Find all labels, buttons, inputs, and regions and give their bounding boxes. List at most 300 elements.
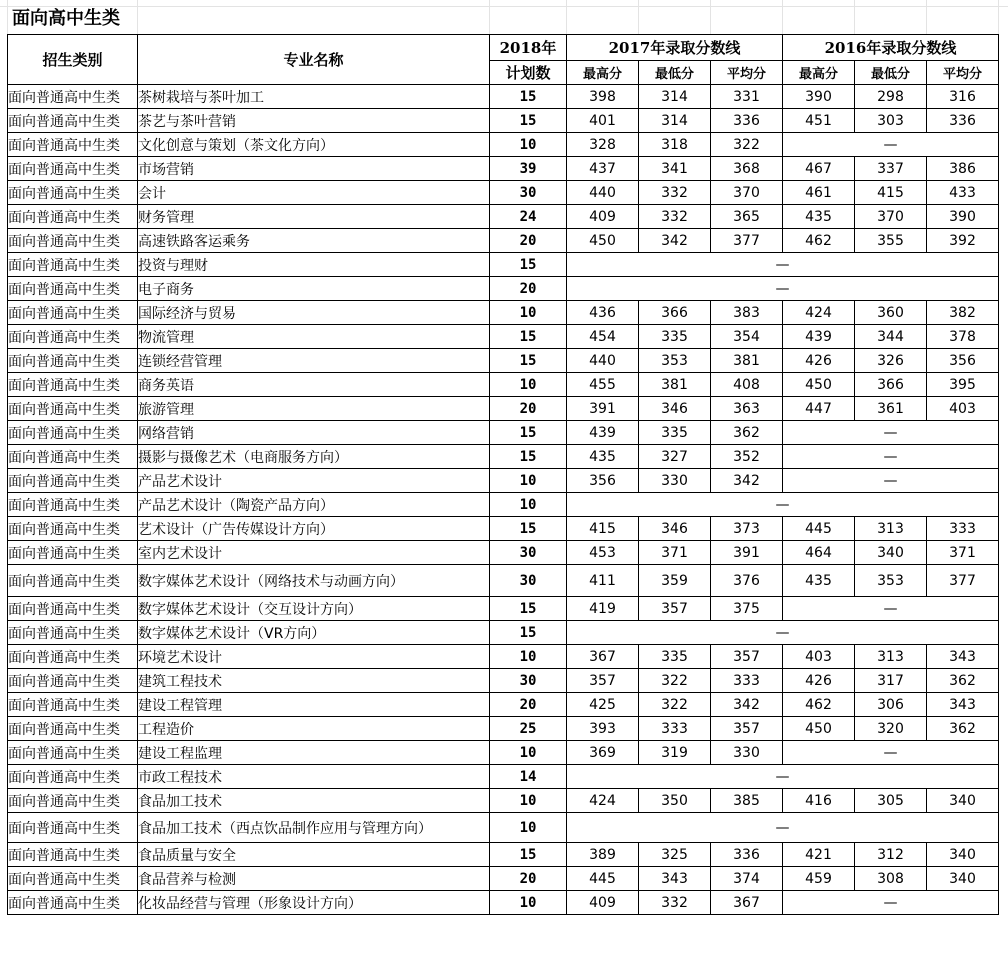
score-2017-max: 415 — [567, 517, 639, 541]
score-2017-avg: 342 — [711, 693, 783, 717]
score-2016-min: 317 — [855, 669, 927, 693]
score-2017-avg: 370 — [711, 181, 783, 205]
score-2016-max: 462 — [783, 229, 855, 253]
table-row — [8, 717, 999, 741]
score-2016-avg: 333 — [927, 517, 999, 541]
header-2017-avg: 平均分 — [711, 61, 783, 85]
category-cell: 面向普通高中生类 — [8, 669, 138, 693]
table-row — [8, 229, 999, 253]
score-2017-avg: 336 — [711, 109, 783, 133]
table-row — [8, 669, 999, 693]
category-cell: 面向普通高中生类 — [8, 717, 138, 741]
score-2017-max: 436 — [567, 301, 639, 325]
category-cell: 面向普通高中生类 — [8, 693, 138, 717]
score-2016-avg: 340 — [927, 867, 999, 891]
score-2017-min: 325 — [639, 843, 711, 867]
score-2016-max: 445 — [783, 517, 855, 541]
score-2017-min: 357 — [639, 597, 711, 621]
category-cell: 面向普通高中生类 — [8, 133, 138, 157]
score-2016-max: 461 — [783, 181, 855, 205]
score-2016-min: 344 — [855, 325, 927, 349]
score-2017-max: 445 — [567, 867, 639, 891]
category-cell: 面向普通高中生类 — [8, 621, 138, 645]
score-2017-avg: 373 — [711, 517, 783, 541]
category-cell: 面向普通高中生类 — [8, 765, 138, 789]
score-2017-avg: 336 — [711, 843, 783, 867]
score-2017-max: 367 — [567, 645, 639, 669]
score-2017-min: 343 — [639, 867, 711, 891]
no-data-2016-cell: — — [783, 133, 999, 157]
score-2016-min: 361 — [855, 397, 927, 421]
score-2017-max: 455 — [567, 373, 639, 397]
score-2017-min: 314 — [639, 109, 711, 133]
score-2017-min: 350 — [639, 789, 711, 813]
major-cell: 旅游管理 — [138, 397, 490, 421]
major-cell: 文化创意与策划（茶文化方向） — [138, 133, 490, 157]
score-2016-max: 421 — [783, 843, 855, 867]
score-2017-max: 401 — [567, 109, 639, 133]
header-major: 专业名称 — [138, 35, 490, 85]
header-plan-year: 2018年 — [490, 35, 567, 61]
score-2017-min: 322 — [639, 693, 711, 717]
table-row — [8, 765, 999, 789]
score-2017-max: 391 — [567, 397, 639, 421]
score-2017-avg: 362 — [711, 421, 783, 445]
score-2016-avg: 392 — [927, 229, 999, 253]
plan-count-cell: 15 — [490, 621, 567, 645]
table-row — [8, 565, 999, 597]
score-2017-avg: 383 — [711, 301, 783, 325]
score-2016-min: 326 — [855, 349, 927, 373]
score-2016-max: 450 — [783, 373, 855, 397]
major-cell: 食品营养与检测 — [138, 867, 490, 891]
no-data-2016-cell: — — [783, 741, 999, 765]
score-2017-avg: 331 — [711, 85, 783, 109]
score-2016-min: 360 — [855, 301, 927, 325]
score-2017-min: 330 — [639, 469, 711, 493]
score-2016-max: 403 — [783, 645, 855, 669]
no-data-cell: — — [567, 765, 999, 789]
score-2016-max: 447 — [783, 397, 855, 421]
table-row — [8, 397, 999, 421]
major-cell: 高速铁路客运乘务 — [138, 229, 490, 253]
plan-count-cell: 30 — [490, 669, 567, 693]
score-2017-min: 327 — [639, 445, 711, 469]
score-2016-min: 298 — [855, 85, 927, 109]
major-cell: 艺术设计（广告传媒设计方向） — [138, 517, 490, 541]
major-cell: 建设工程监理 — [138, 741, 490, 765]
score-2016-avg: 386 — [927, 157, 999, 181]
score-2016-min: 415 — [855, 181, 927, 205]
plan-count-cell: 10 — [490, 133, 567, 157]
score-2016-min: 337 — [855, 157, 927, 181]
category-cell: 面向普通高中生类 — [8, 109, 138, 133]
score-2017-min: 314 — [639, 85, 711, 109]
grid-line — [137, 0, 138, 34]
major-cell: 物流管理 — [138, 325, 490, 349]
score-2017-min: 341 — [639, 157, 711, 181]
score-2017-avg: 357 — [711, 645, 783, 669]
score-2017-max: 357 — [567, 669, 639, 693]
score-2016-min: 308 — [855, 867, 927, 891]
score-2016-avg: 340 — [927, 789, 999, 813]
score-2017-min: 371 — [639, 541, 711, 565]
score-2016-min: 353 — [855, 565, 927, 597]
score-2017-avg: 377 — [711, 229, 783, 253]
score-2016-min: 313 — [855, 645, 927, 669]
table-row — [8, 843, 999, 867]
major-cell: 茶艺与茶叶营销 — [138, 109, 490, 133]
score-2017-max: 437 — [567, 157, 639, 181]
table-row — [8, 253, 999, 277]
plan-count-cell: 10 — [490, 301, 567, 325]
category-cell: 面向普通高中生类 — [8, 301, 138, 325]
score-2017-max: 450 — [567, 229, 639, 253]
score-2017-min: 333 — [639, 717, 711, 741]
header-category: 招生类别 — [8, 35, 138, 85]
score-2017-min: 319 — [639, 741, 711, 765]
score-2016-max: 426 — [783, 349, 855, 373]
plan-count-cell: 15 — [490, 517, 567, 541]
score-2016-min: 303 — [855, 109, 927, 133]
score-2016-max: 416 — [783, 789, 855, 813]
plan-count-cell: 14 — [490, 765, 567, 789]
major-cell: 茶树栽培与茶叶加工 — [138, 85, 490, 109]
table-row — [8, 597, 999, 621]
plan-count-cell: 10 — [490, 741, 567, 765]
score-2017-avg: 352 — [711, 445, 783, 469]
admission-score-table — [7, 34, 999, 915]
score-2017-max: 440 — [567, 349, 639, 373]
plan-count-cell: 10 — [490, 493, 567, 517]
score-2017-avg: 354 — [711, 325, 783, 349]
score-2016-min: 306 — [855, 693, 927, 717]
no-data-cell: — — [567, 493, 999, 517]
no-data-2016-cell: — — [783, 891, 999, 915]
plan-count-cell: 15 — [490, 421, 567, 445]
category-cell: 面向普通高中生类 — [8, 813, 138, 843]
major-cell: 电子商务 — [138, 277, 490, 301]
score-2017-avg: 408 — [711, 373, 783, 397]
score-2017-min: 332 — [639, 891, 711, 915]
score-2016-avg: 343 — [927, 693, 999, 717]
table-row — [8, 813, 999, 843]
major-cell: 数字媒体艺术设计（VR方向） — [138, 621, 490, 645]
grid-line — [710, 0, 711, 34]
score-2017-min: 342 — [639, 229, 711, 253]
major-cell: 环境艺术设计 — [138, 645, 490, 669]
score-2016-avg: 340 — [927, 843, 999, 867]
score-2017-min: 335 — [639, 645, 711, 669]
major-cell: 会计 — [138, 181, 490, 205]
score-2017-min: 366 — [639, 301, 711, 325]
score-2017-min: 318 — [639, 133, 711, 157]
major-cell: 国际经济与贸易 — [138, 301, 490, 325]
header-plan-count: 计划数 — [490, 61, 567, 85]
score-2017-max: 393 — [567, 717, 639, 741]
header-2017-min: 最低分 — [639, 61, 711, 85]
score-2017-avg: 376 — [711, 565, 783, 597]
category-cell: 面向普通高中生类 — [8, 253, 138, 277]
category-cell: 面向普通高中生类 — [8, 645, 138, 669]
no-data-2016-cell: — — [783, 445, 999, 469]
major-cell: 网络营销 — [138, 421, 490, 445]
score-2016-min: 305 — [855, 789, 927, 813]
score-2016-avg: 433 — [927, 181, 999, 205]
score-2017-min: 346 — [639, 517, 711, 541]
grid-line — [998, 0, 999, 34]
score-2016-min: 313 — [855, 517, 927, 541]
major-cell: 数字媒体艺术设计（网络技术与动画方向） — [138, 565, 490, 597]
category-cell: 面向普通高中生类 — [8, 517, 138, 541]
table-body — [8, 85, 999, 915]
plan-count-cell: 30 — [490, 565, 567, 597]
plan-count-cell: 15 — [490, 253, 567, 277]
score-2016-max: 464 — [783, 541, 855, 565]
grid-line — [489, 0, 490, 34]
score-2016-max: 467 — [783, 157, 855, 181]
score-2017-max: 424 — [567, 789, 639, 813]
score-2017-max: 389 — [567, 843, 639, 867]
no-data-2016-cell: — — [783, 469, 999, 493]
category-cell: 面向普通高中生类 — [8, 469, 138, 493]
score-2016-max: 439 — [783, 325, 855, 349]
score-2016-max: 390 — [783, 85, 855, 109]
table-row — [8, 867, 999, 891]
category-cell: 面向普通高中生类 — [8, 421, 138, 445]
score-2016-avg: 378 — [927, 325, 999, 349]
grid-line — [7, 0, 8, 34]
score-2017-avg: 342 — [711, 469, 783, 493]
category-cell: 面向普通高中生类 — [8, 565, 138, 597]
table-row — [8, 891, 999, 915]
category-cell: 面向普通高中生类 — [8, 867, 138, 891]
plan-count-cell: 30 — [490, 181, 567, 205]
score-2017-min: 359 — [639, 565, 711, 597]
score-2016-avg: 336 — [927, 109, 999, 133]
grid-line — [926, 0, 927, 34]
score-2016-min: 370 — [855, 205, 927, 229]
table-row — [8, 445, 999, 469]
no-data-cell: — — [567, 813, 999, 843]
plan-count-cell: 20 — [490, 229, 567, 253]
score-2017-min: 335 — [639, 325, 711, 349]
plan-count-cell: 10 — [490, 469, 567, 493]
score-2017-max: 425 — [567, 693, 639, 717]
score-2017-avg: 322 — [711, 133, 783, 157]
score-2016-avg: 343 — [927, 645, 999, 669]
score-2017-min: 322 — [639, 669, 711, 693]
major-cell: 工程造价 — [138, 717, 490, 741]
table-row — [8, 621, 999, 645]
score-2017-max: 435 — [567, 445, 639, 469]
score-2017-avg: 368 — [711, 157, 783, 181]
grid-line — [782, 0, 783, 34]
score-2017-avg: 363 — [711, 397, 783, 421]
table-row — [8, 645, 999, 669]
plan-count-cell: 10 — [490, 645, 567, 669]
plan-count-cell: 20 — [490, 867, 567, 891]
table-row — [8, 789, 999, 813]
no-data-cell: — — [567, 621, 999, 645]
major-cell: 产品艺术设计 — [138, 469, 490, 493]
score-2016-min: 340 — [855, 541, 927, 565]
score-2017-avg: 381 — [711, 349, 783, 373]
grid-line — [0, 6, 1008, 7]
major-cell: 市政工程技术 — [138, 765, 490, 789]
score-2017-max: 409 — [567, 205, 639, 229]
score-2017-avg: 333 — [711, 669, 783, 693]
category-cell: 面向普通高中生类 — [8, 741, 138, 765]
score-2017-avg: 365 — [711, 205, 783, 229]
major-cell: 连锁经营管理 — [138, 349, 490, 373]
score-2017-avg: 357 — [711, 717, 783, 741]
plan-count-cell: 15 — [490, 843, 567, 867]
plan-count-cell: 30 — [490, 541, 567, 565]
score-2016-max: 426 — [783, 669, 855, 693]
score-2017-max: 356 — [567, 469, 639, 493]
category-cell: 面向普通高中生类 — [8, 325, 138, 349]
score-2016-max: 450 — [783, 717, 855, 741]
score-2017-max: 453 — [567, 541, 639, 565]
table-row — [8, 541, 999, 565]
category-cell: 面向普通高中生类 — [8, 493, 138, 517]
major-cell: 建筑工程技术 — [138, 669, 490, 693]
score-2017-max: 439 — [567, 421, 639, 445]
table-row — [8, 469, 999, 493]
plan-count-cell: 15 — [490, 445, 567, 469]
score-2016-avg: 403 — [927, 397, 999, 421]
score-2016-avg: 395 — [927, 373, 999, 397]
header-2016-max: 最高分 — [783, 61, 855, 85]
category-cell: 面向普通高中生类 — [8, 229, 138, 253]
score-2017-avg: 375 — [711, 597, 783, 621]
score-2016-avg: 362 — [927, 717, 999, 741]
no-data-2016-cell: — — [783, 597, 999, 621]
plan-count-cell: 15 — [490, 597, 567, 621]
score-2016-avg: 362 — [927, 669, 999, 693]
table-row — [8, 325, 999, 349]
table-row — [8, 349, 999, 373]
score-2016-min: 355 — [855, 229, 927, 253]
plan-count-cell: 10 — [490, 373, 567, 397]
header-2017-scores: 2017年录取分数线 — [567, 35, 783, 61]
score-2017-min: 353 — [639, 349, 711, 373]
plan-count-cell: 10 — [490, 891, 567, 915]
grid-line — [854, 0, 855, 34]
score-2017-max: 440 — [567, 181, 639, 205]
score-2017-avg: 391 — [711, 541, 783, 565]
major-cell: 市场营销 — [138, 157, 490, 181]
table-row — [8, 157, 999, 181]
score-2017-max: 419 — [567, 597, 639, 621]
table-row — [8, 493, 999, 517]
table-row — [8, 181, 999, 205]
score-2016-max: 424 — [783, 301, 855, 325]
score-2016-avg: 377 — [927, 565, 999, 597]
table-row — [8, 421, 999, 445]
score-2016-max: 435 — [783, 565, 855, 597]
category-cell: 面向普通高中生类 — [8, 891, 138, 915]
major-cell: 食品质量与安全 — [138, 843, 490, 867]
table-row — [8, 693, 999, 717]
category-cell: 面向普通高中生类 — [8, 445, 138, 469]
score-2017-min: 346 — [639, 397, 711, 421]
plan-count-cell: 20 — [490, 277, 567, 301]
plan-count-cell: 39 — [490, 157, 567, 181]
plan-count-cell: 15 — [490, 85, 567, 109]
plan-count-cell: 15 — [490, 349, 567, 373]
category-cell: 面向普通高中生类 — [8, 597, 138, 621]
sheet-title: 面向高中生类 — [12, 8, 120, 29]
major-cell: 商务英语 — [138, 373, 490, 397]
category-cell: 面向普通高中生类 — [8, 789, 138, 813]
category-cell: 面向普通高中生类 — [8, 157, 138, 181]
table-row — [8, 85, 999, 109]
score-2016-avg: 356 — [927, 349, 999, 373]
table-row — [8, 109, 999, 133]
score-2017-avg: 374 — [711, 867, 783, 891]
score-2016-avg: 371 — [927, 541, 999, 565]
major-cell: 产品艺术设计（陶瓷产品方向） — [138, 493, 490, 517]
score-2017-max: 369 — [567, 741, 639, 765]
major-cell: 摄影与摄像艺术（电商服务方向） — [138, 445, 490, 469]
plan-count-cell: 25 — [490, 717, 567, 741]
score-2016-avg: 382 — [927, 301, 999, 325]
category-cell: 面向普通高中生类 — [8, 85, 138, 109]
table-row — [8, 133, 999, 157]
table-row — [8, 205, 999, 229]
score-2017-avg: 385 — [711, 789, 783, 813]
score-2016-max: 435 — [783, 205, 855, 229]
no-data-cell: — — [567, 253, 999, 277]
table-row — [8, 301, 999, 325]
no-data-2016-cell: — — [783, 421, 999, 445]
major-cell: 室内艺术设计 — [138, 541, 490, 565]
major-cell: 建设工程管理 — [138, 693, 490, 717]
plan-count-cell: 10 — [490, 813, 567, 843]
score-2017-min: 332 — [639, 205, 711, 229]
plan-count-cell: 10 — [490, 789, 567, 813]
category-cell: 面向普通高中生类 — [8, 397, 138, 421]
category-cell: 面向普通高中生类 — [8, 541, 138, 565]
score-2017-max: 398 — [567, 85, 639, 109]
major-cell: 食品加工技术 — [138, 789, 490, 813]
score-2017-max: 328 — [567, 133, 639, 157]
category-cell: 面向普通高中生类 — [8, 349, 138, 373]
header-2016-avg: 平均分 — [927, 61, 999, 85]
score-2016-max: 451 — [783, 109, 855, 133]
table-row — [8, 517, 999, 541]
table-row — [8, 741, 999, 765]
header-2016-min: 最低分 — [855, 61, 927, 85]
score-2016-min: 366 — [855, 373, 927, 397]
no-data-cell: — — [567, 277, 999, 301]
score-2017-avg: 367 — [711, 891, 783, 915]
score-2016-min: 320 — [855, 717, 927, 741]
major-cell: 数字媒体艺术设计（交互设计方向） — [138, 597, 490, 621]
category-cell: 面向普通高中生类 — [8, 277, 138, 301]
category-cell: 面向普通高中生类 — [8, 843, 138, 867]
grid-line — [638, 0, 639, 34]
plan-count-cell: 15 — [490, 109, 567, 133]
score-2017-min: 332 — [639, 181, 711, 205]
score-2016-min: 312 — [855, 843, 927, 867]
major-cell: 食品加工技术（西点饮品制作应用与管理方向） — [138, 813, 490, 843]
score-2017-min: 335 — [639, 421, 711, 445]
major-cell: 投资与理财 — [138, 253, 490, 277]
table-row — [8, 373, 999, 397]
